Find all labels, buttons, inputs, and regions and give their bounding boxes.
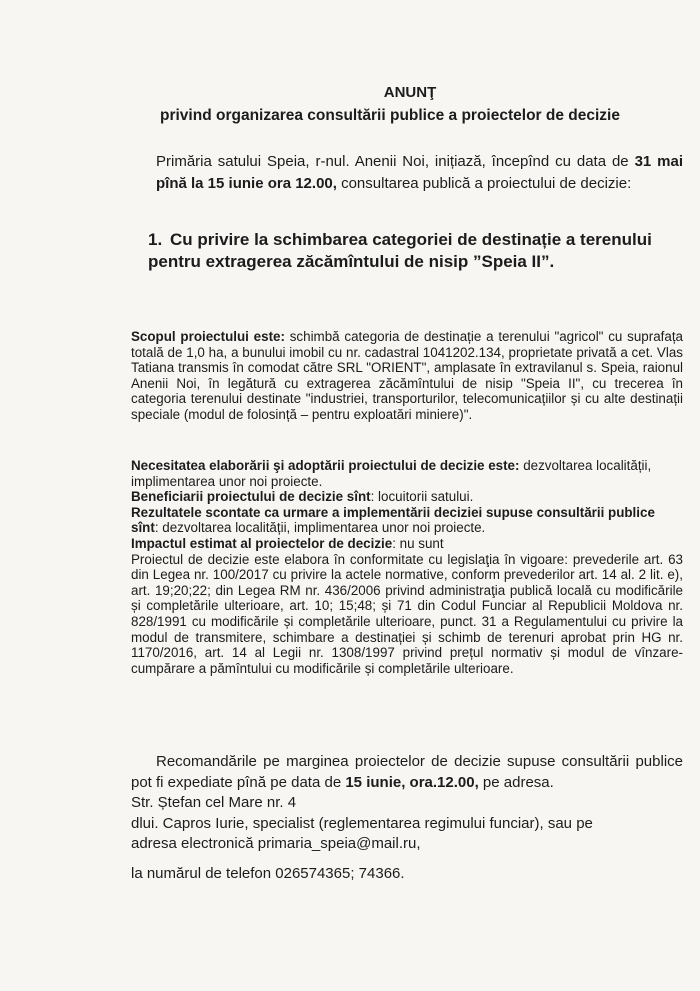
results-text: : dezvoltarea localității, implimentarea unor noi proiecte. (154, 520, 486, 536)
recommendations-section (131, 752, 683, 855)
announcement-title: ANUNŢ (383, 84, 437, 101)
scope-text: schimbă categoria de destinație a terenului "agricol" cu suprafața totală de 1,0 ha, a bunului imobil cu nr. cadastral 1041202.134, proprietate privată a cet. Vlas Tatiana transmis în comodat către SRL "ORIENT", amplasate în extravilanul s. Speia, raionul Anenii Noi, în legătură cu extragerea zăcămîntului de nisip "Speia II", cu trecerea în categoria terenului destinate "industriei, transporturilor, telecomunicațiilor și cu alte destinații speciale (modul de folosință – pentru exploatări miniere)". (131, 329, 683, 422)
details-section (131, 458, 683, 676)
necessity-text: dezvoltarea localității, implimentarea unor noi proiecte. (131, 458, 652, 489)
rec-email: adresa electronică primaria_speia@mail.ru, (131, 835, 421, 852)
scope-label: Scopul proiectului este: (131, 329, 285, 344)
announcement-subtitle: privind organizarea consultării publice a proiectelor de decizie (160, 107, 620, 124)
impact-label: Impactul estimat al proiectelor de decizie (131, 535, 393, 551)
decision-item (148, 229, 688, 273)
rec-contact: dlui. Capros Iurie, specialist (reglementarea regimului funciar), sau pe (131, 814, 593, 832)
intro-dates: 31 mai pînă la 15 iunie ora 12.00, (156, 153, 684, 192)
intro-text-2: consultarea publică a proiectului de decizie: (336, 175, 632, 192)
rec-text-2: pe adresa. (478, 773, 554, 791)
rec-text-1: Recomandările pe marginea proiectelor de decizie supuse consultării publice pot fi expediate pînă pe data de (131, 753, 683, 791)
scope-paragraph (131, 329, 683, 423)
intro-paragraph (131, 151, 683, 195)
item-number: 1. (148, 230, 163, 249)
item-text: Cu privire la schimbarea categoriei de destinație a terenului pentru extragerea zăcămîntului de nisip ”Speia II”. (148, 230, 652, 271)
results-label: Rezultatele scontate ca urmare a implementării deciziei supuse consultării publice sînt (131, 504, 655, 536)
rec-address: Str. Ștefan cel Mare nr. 4 (131, 794, 297, 811)
rec-date: 15 iunie, ora.12.00, (345, 773, 479, 791)
legal-basis-text: Proiectul de decizie este elabora în conformitate cu legislaţia în vigoare: prevederile art. 63 din Legea nr. 100/2017 cu privire la actele normative, conform prevederilor art. 14 al. 2 lit. e), art. 19;20;22; din Legea RM nr. 436/2006 privind administraţia publică locală cu modificările și completările ulterioare, art. 10; 15;48; și 71 din Codul Funciar al Republicii Moldova nr. 828/1991 cu modificările și completările ulterioare, punct. 31 a Regulamentului cu privire la modul de transmitere, schimbare a destinației și schimb de terenuri aprobat prin HG nr. 1170/2016, art. 14 al Legii nr. 1308/1997 privind prețul normativ și modul de vînzare-cumpărare a pămîntului cu modificările și completările ulterioare. (131, 551, 683, 676)
phone-line: la numărul de telefon 026574365; 74366. (131, 865, 405, 882)
impact-text: : nu sunt (392, 535, 444, 551)
intro-text-1: Primăria satului Speia, r-nul. Anenii Noi, inițiază, începînd cu data de (156, 153, 635, 170)
necessity-label: Necesitatea elaborării şi adoptării proiectului de decizie este: (131, 458, 520, 473)
beneficiaries-text: : locuitorii satului. (370, 489, 474, 505)
beneficiaries-label: Beneficiarii proiectului de decizie sînt (131, 489, 371, 505)
